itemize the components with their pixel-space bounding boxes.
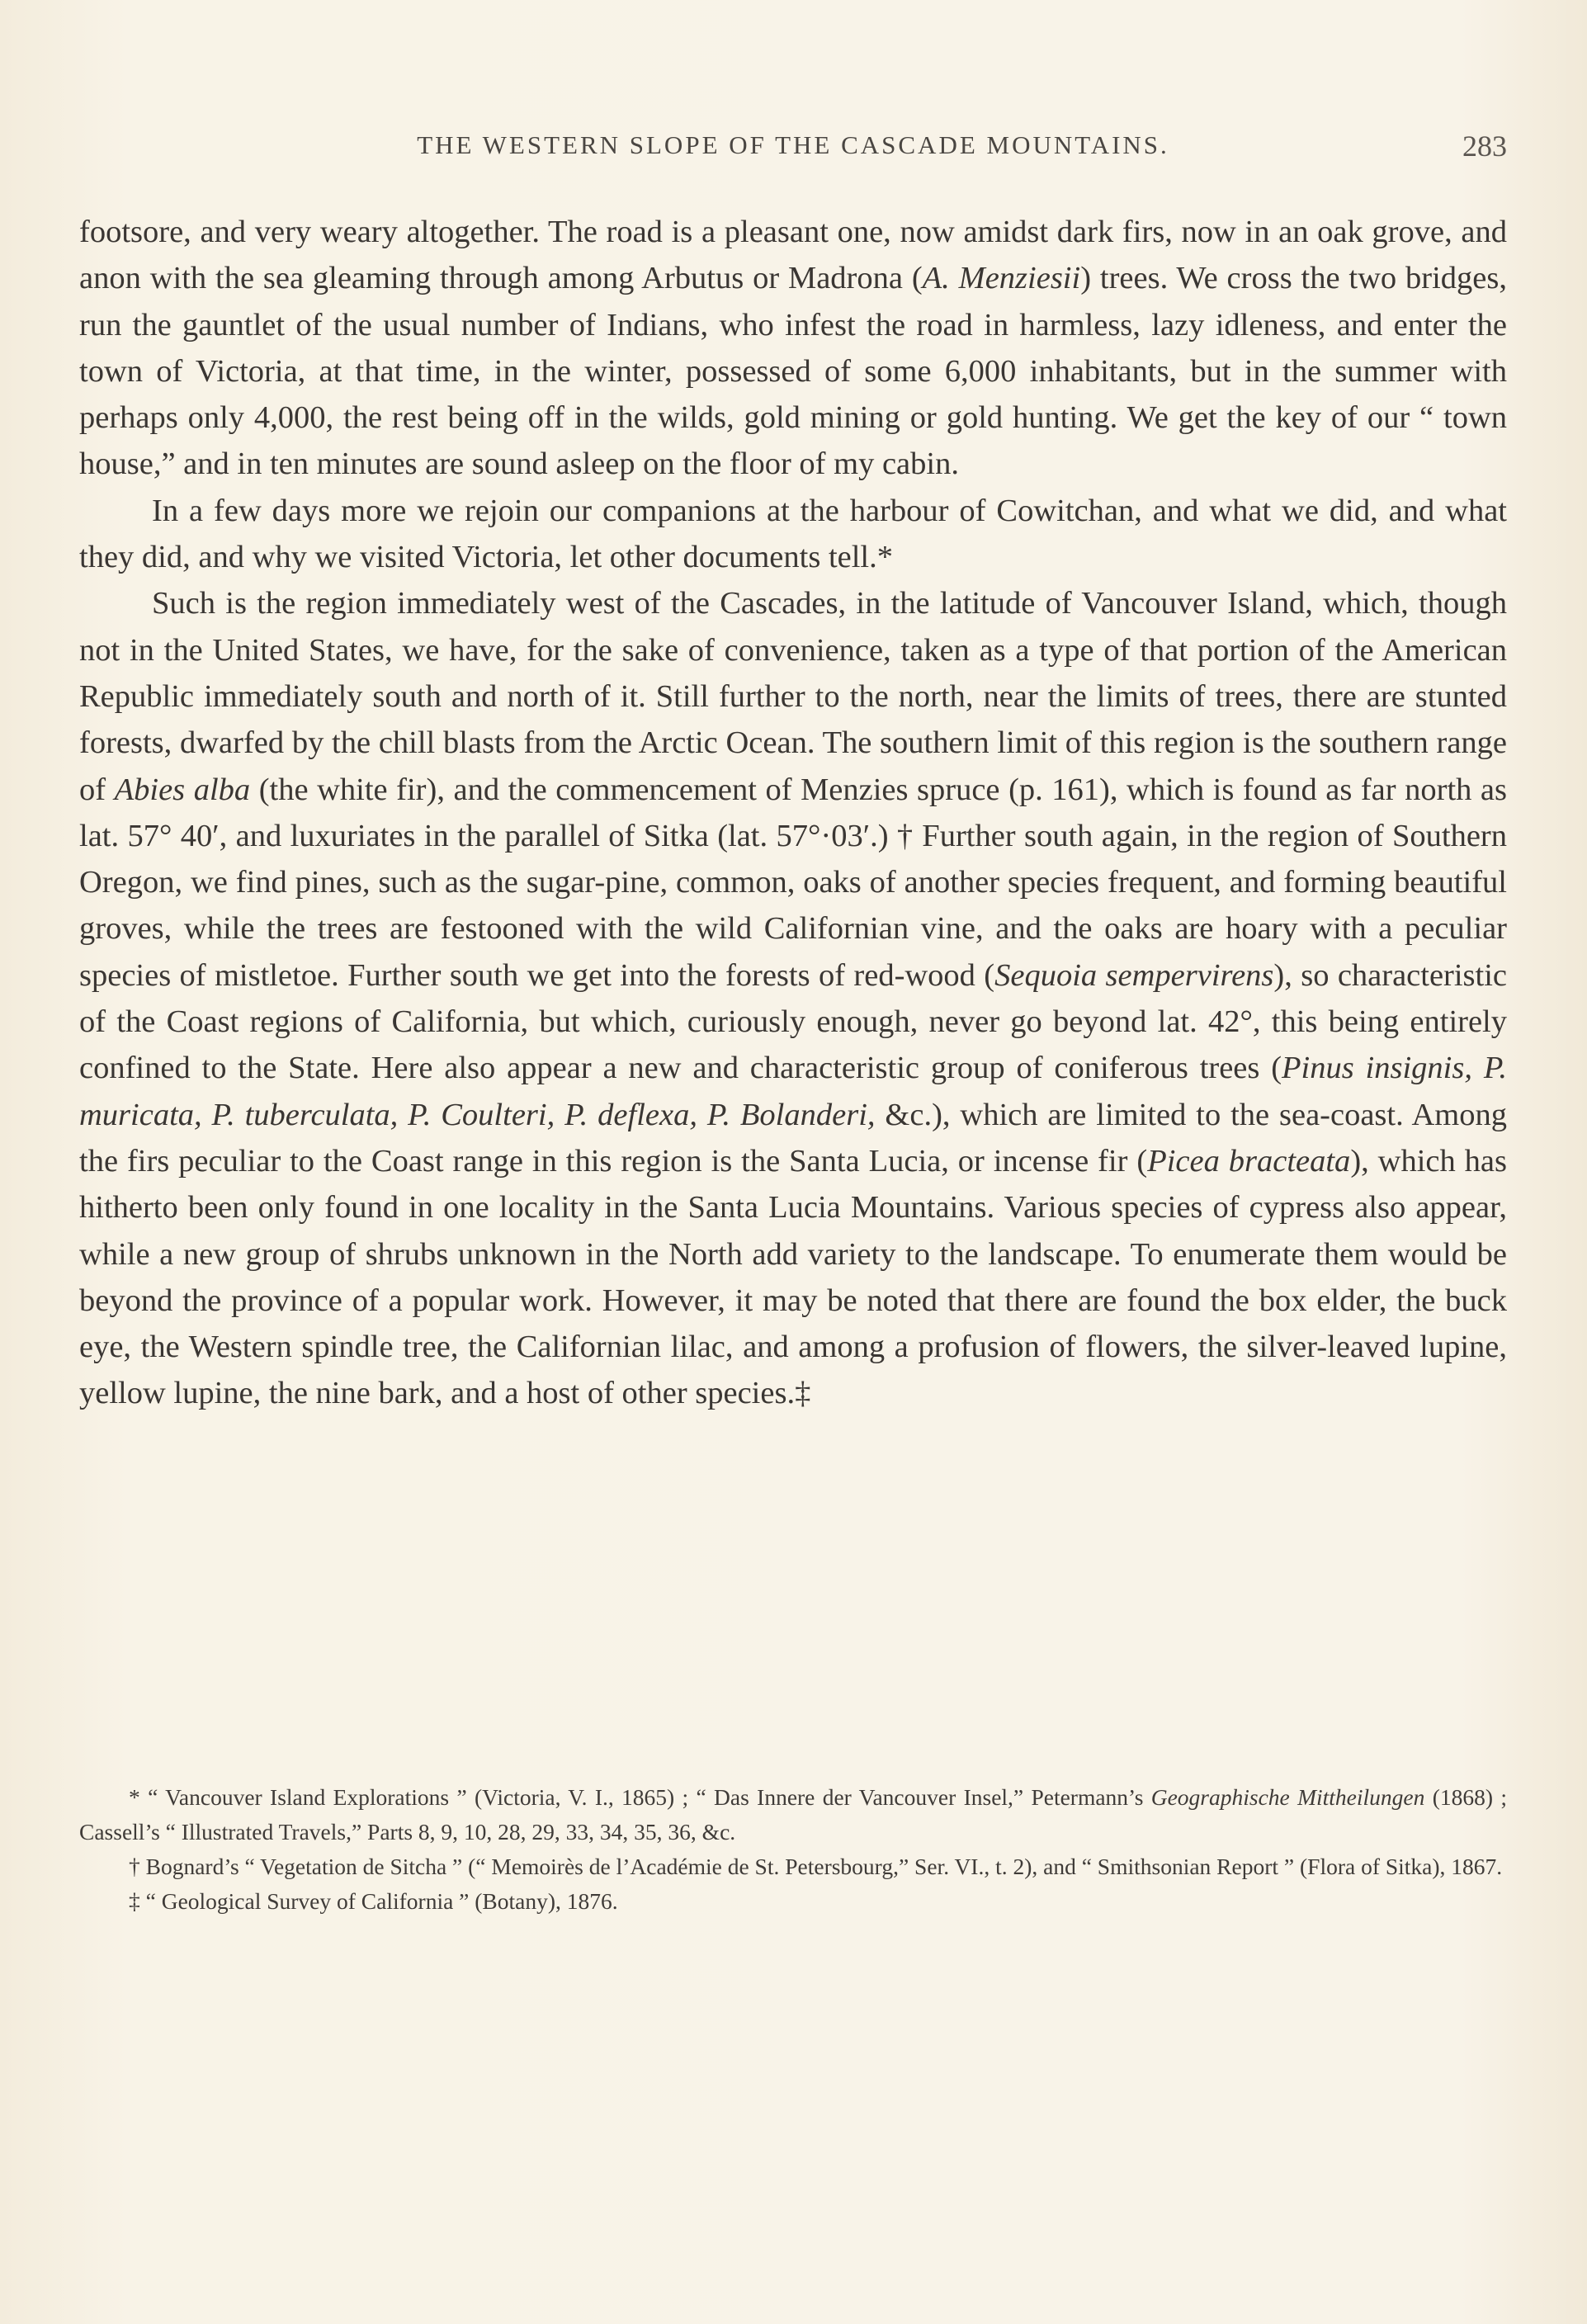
paragraph-1-text-a: footsore, and very weary altogether. The road is a pleasant one, now amidst dark firs, now in an oak grove, and anon with the sea gleaming through among Arbutus or Madrona ( (79, 215, 1507, 296)
body-text (79, 209, 1507, 1417)
footnote-1-text-b: (1868) ; Cassell’s “ Illustrated Travels,” Parts 8, 9, 10, 28, 29, 33, 34, 35, 36, &c. (79, 1784, 1507, 1845)
running-head: THE WESTERN SLOPE OF THE CASCADE MOUNTAINS. (417, 130, 1169, 159)
species-name-sequoia: Sequoia sempervirens (994, 957, 1274, 993)
page-number: 283 (1462, 130, 1507, 163)
footnote-asterisk (79, 1780, 1507, 1849)
footnote-double-dagger: ‡ “ Geological Survey of California ” (Botany), 1876. (129, 1888, 618, 1914)
paragraph-2: In a few days more we rejoin our companions at the harbour of Cowitchan, and what we did, and what they did, and why we visited Victoria, let other documents tell.* (79, 493, 1507, 575)
paragraph-3 (79, 580, 1507, 1416)
footnotes (79, 1780, 1507, 1919)
paragraph-3-text-a: Such is the region immediately west of the Cascades, in the latitude of Vancouver Island, which, though not in the United States, we have, for the sake of convenience, taken as a type of that portion of the American Republic immediately south and north of it. Still further to the north, near the limits of trees, there are stunted forests, dwarfed by the chill blasts from the Arctic Ocean. The southern limit of this region is the southern range of (79, 586, 1507, 807)
footnote-dagger: † Bognard’s “ Vegetation de Sitcha ” (“ Memoirès de l’Académie de St. Petersbourg,” Ser. VI., t. 2), and “ Smithsonian Report ” (Flora of Sitka), 1867. (129, 1854, 1503, 1879)
species-names-pinus: Pinus insignis, P. muricata, P. tuberculata, P. Coulteri, P. deflexa, P. Bolanderi, (79, 1051, 1507, 1132)
paragraph-3-text-c: ), so characteristic of the Coast regions of California, but which, curiously enough, never go beyond lat. 42°, this being entirely confined to the State. Here also appear a new and characteristic group of coniferous trees ( (79, 957, 1508, 1086)
species-name-picea-bracteata: Picea bracteata (1147, 1143, 1351, 1179)
paragraph-3-text-d: &c.), which are limited to the sea-coast. Among the firs peculiar to the Coast range in this region is the Santa Lucia, or incense fir ( (79, 1097, 1507, 1179)
species-name-abies-alba: Abies alba (114, 772, 251, 807)
species-name-a-menziesii: A. Menziesii (922, 261, 1081, 296)
paragraph-3-text-b: (the white fir), and the commencement of Menzies spruce (p. 161), which is found as far north as lat. 57° 40′, and luxuriates in the parallel of Sitka (lat. 57°·03′.) † Further south again, in the region of Southern Oregon, we find pines, such as the sugar-pine, common, oaks of another species frequent, and forming beautiful groves, while the trees are festooned with the wild Californian vine, and the oaks are hoary with a peculiar species of mistletoe. Further south we get into the forests of red-wood ( (79, 772, 1508, 993)
page-header (79, 130, 1507, 172)
paragraph-1-text-b: ) trees. We cross the two bridges, run the gauntlet of the usual number of Indians, who infest the road in harmless, lazy idleness, and enter the town of Victoria, at that time, in the winter, possessed of some 6,000 inhabitants, but in the summer with perhaps only 4,000, the rest being off in the wilds, gold mining or gold hunting. We get the key of our “ town house,” and in ten minutes are sound asleep on the floor of my cabin. (79, 261, 1507, 482)
paragraph-1 (79, 209, 1507, 488)
footnote-1-journal-title: Geographische Mittheilungen (1150, 1784, 1425, 1810)
paragraph-3-text-e: ), which has hitherto been only found in one locality in the Santa Lucia Mountains. Various species of cypress also appear, while a new group of shrubs unknown in the North add variety to the landscape. To enumerate them would be beyond the province of a popular work. However, it may be noted that there are found the box elder, the buck eye, the Western spindle tree, the Californian lilac, and among a profusion of flowers, the silver-leaved lupine, yellow lupine, the nine bark, and a host of other species.‡ (79, 1143, 1507, 1411)
footnote-1-text-a: * “ Vancouver Island Explorations ” (Victoria, V. I., 1865) ; “ Das Innere der Vancouver Insel,” Petermann’s (129, 1784, 1151, 1810)
